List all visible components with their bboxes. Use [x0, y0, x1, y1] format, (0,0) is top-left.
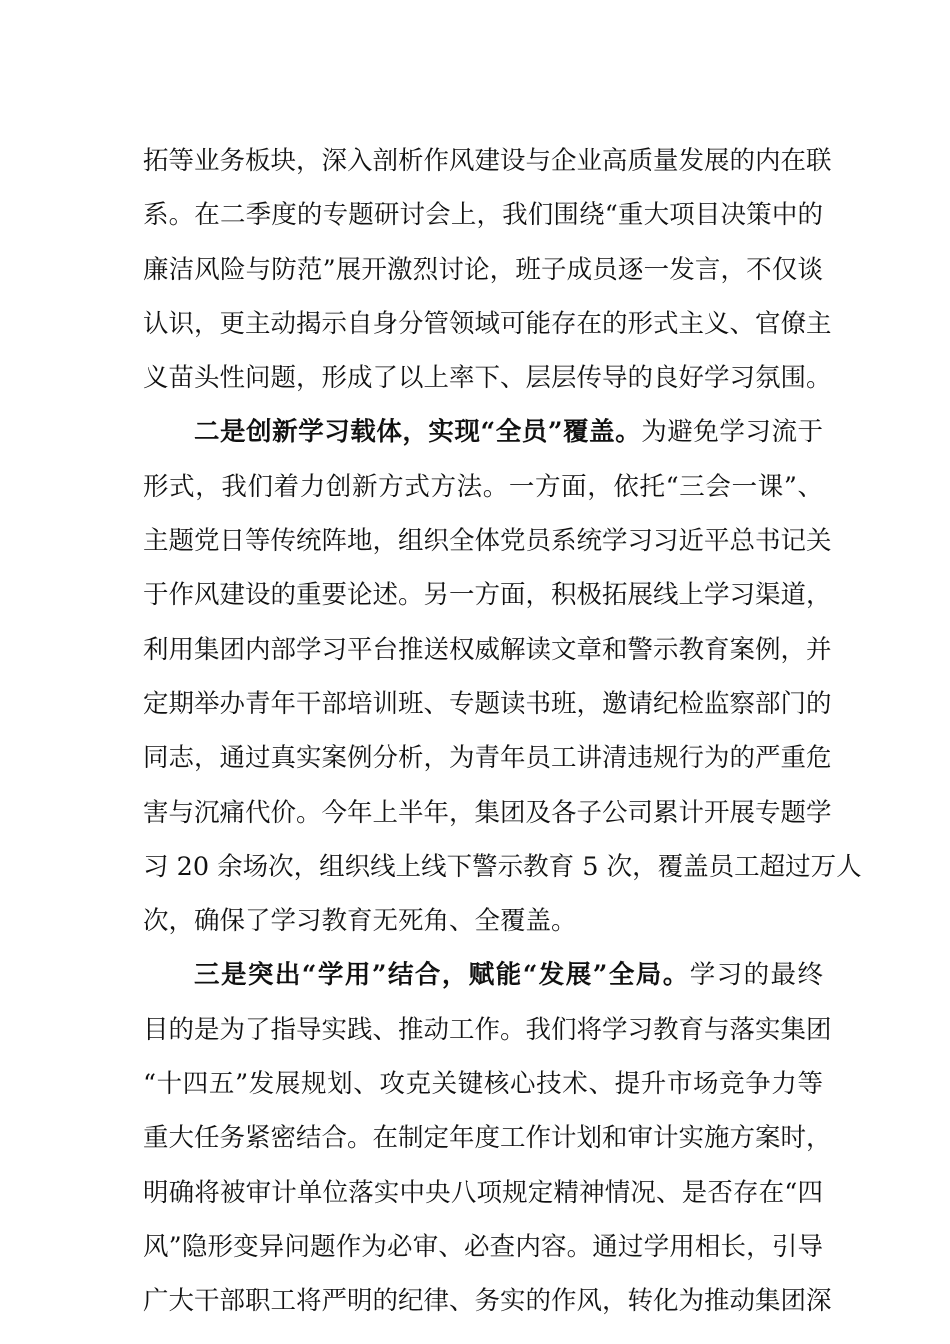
text-line: 重大任务紧密结合。在制定年度工作计划和审计实施方案时， — [143, 1123, 832, 1154]
text-line: 同志，通过真实案例分析，为青年员工讲清违规行为的严重危 — [143, 743, 832, 774]
paragraph-2 — [143, 405, 862, 948]
text-line: 主题党日等传统阵地，组织全体党员系统学习习近平总书记关 — [143, 526, 832, 557]
text-line: 拓等业务板块，深入剖析作风建设与企业高质量发展的内在联 — [143, 146, 832, 176]
text-line: 广大干部职工将严明的纪律、务实的作风，转化为推动集团深 — [143, 1286, 832, 1317]
text-line: 于作风建设的重要论述。另一方面，积极拓展线上学习渠道， — [143, 580, 832, 611]
text-line: 次，确保了学习教育无死角、全覆盖。 — [143, 906, 577, 937]
paragraph-heading: 三是突出“学用”结合，赋能“发展”全局。 — [194, 960, 690, 991]
paragraph-heading: 二是创新学习载体，实现“全员”覆盖。 — [194, 417, 642, 448]
text-line: 明确将被审计单位落实中央八项规定精神情况、是否存在“四 — [143, 1177, 823, 1208]
paragraph-1 — [143, 134, 832, 405]
paragraph-3 — [143, 948, 832, 1328]
text-line: 风”隐形变异问题作为必审、必查内容。通过学用相长，引导 — [143, 1231, 823, 1262]
text-line: “十四五”发展规划、攻克关键核心技术、提升市场竞争力等 — [143, 1069, 823, 1100]
document-page — [143, 134, 862, 1329]
text-line: 廉洁风险与防范”展开激烈讨论，班子成员逐一发言，不仅谈 — [143, 254, 823, 285]
paragraph-first-line — [143, 405, 823, 459]
text-line: 定期举办青年干部培训班、专题读书班，邀请纪检监察部门的 — [143, 688, 832, 719]
text-line: 利用集团内部学习平台推送权威解读文章和警示教育案例，并 — [143, 634, 832, 665]
text-line: 认识，更主动揭示自身分管领域可能存在的形式主义、官僚主 — [143, 308, 832, 339]
paragraph-first-line — [143, 948, 823, 1002]
text-line: 目的是为了指导实践、推动工作。我们将学习教育与落实集团 — [143, 1014, 832, 1045]
heading-continuation: 为避免学习流于 — [641, 417, 823, 448]
text-line: 害与沉痛代价。今年上半年，集团及各子公司累计开展专题学 — [143, 797, 832, 828]
text-line: 习 20 余场次，组织线上线下警示教育 5 次，覆盖员工超过万人 — [143, 851, 862, 882]
heading-continuation: 学习的最终 — [689, 960, 823, 991]
text-line: 系。在二季度的专题研讨会上，我们围绕“重大项目决策中的 — [143, 200, 823, 231]
text-line: 形式，我们着力创新方式方法。一方面，依托“三会一课”、 — [143, 471, 823, 502]
text-line: 义苗头性问题，形成了以上率下、层层传导的良好学习氛围。 — [143, 363, 832, 394]
